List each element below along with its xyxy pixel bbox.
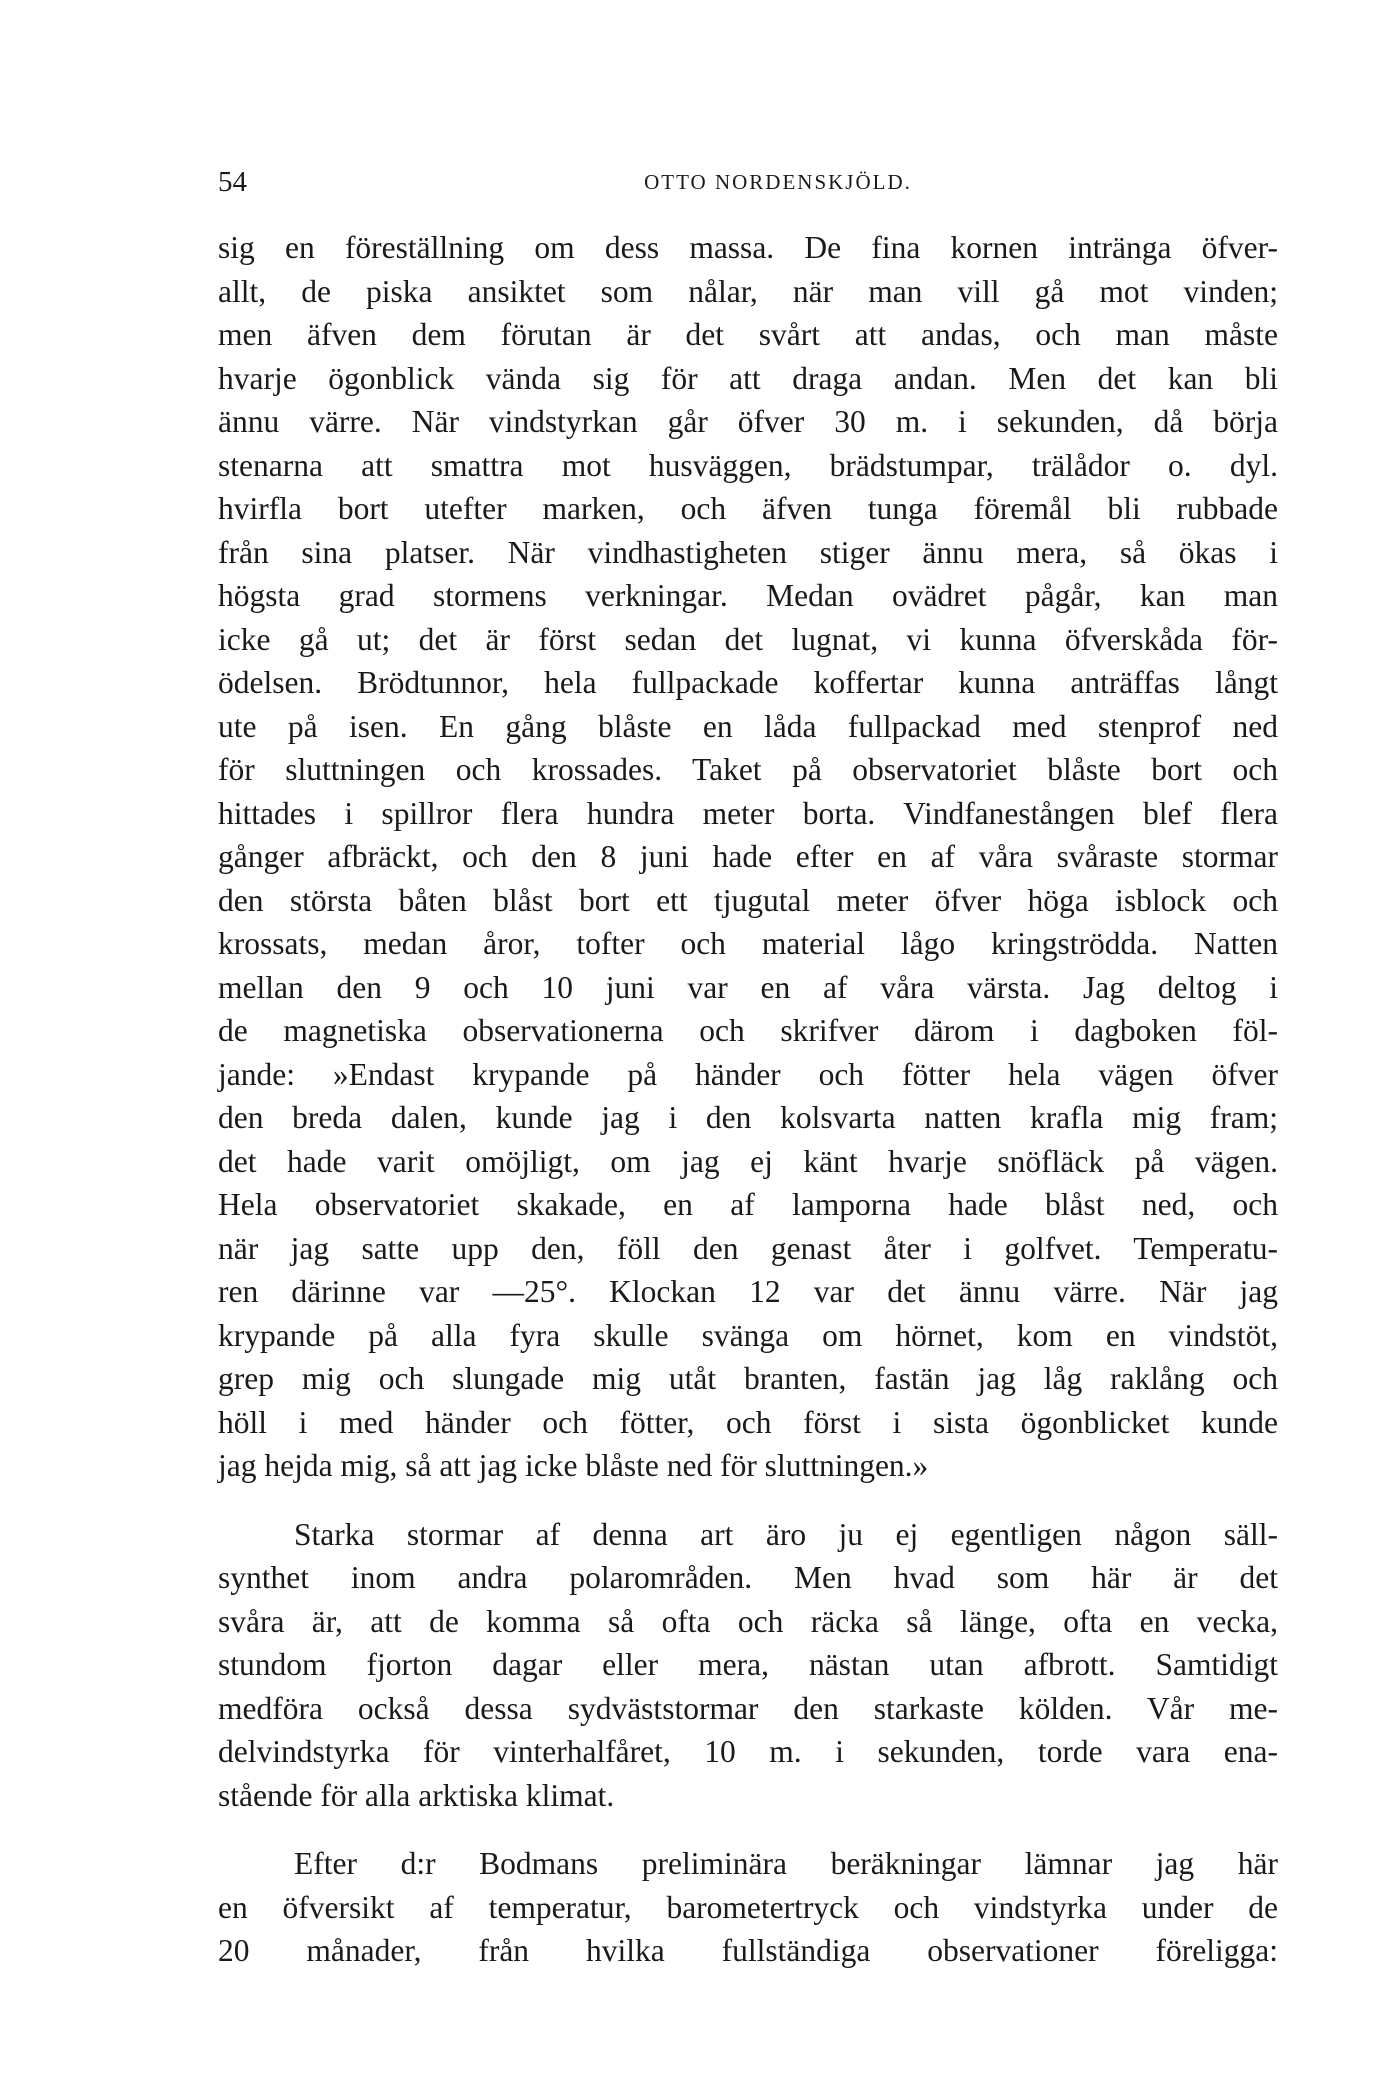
text-line: Starka stormar af denna art äro ju ej egentligen någon säll-	[294, 1516, 1278, 1552]
text-line: jande: »Endast krypande på händer och fötter hela vägen öfver	[218, 1056, 1278, 1092]
paragraph-3	[218, 1842, 1278, 1973]
text-line: en öfversikt af temperatur, barometertryck och vindstyrka under de	[218, 1889, 1278, 1925]
text-line: när jag satte upp den, föll den genast åter i golfvet. Temperatu-	[218, 1230, 1278, 1266]
text-line: det hade varit omöjligt, om jag ej känt hvarje snöfläck på vägen.	[218, 1143, 1278, 1179]
text-line: gånger afbräckt, och den 8 juni hade efter en af våra svåraste stormar	[218, 839, 1278, 874]
text-line: Efter d:r Bodmans preliminära beräkningar lämnar jag här	[294, 1846, 1278, 1881]
text-line: ute på isen. En gång blåste en låda fullpackad med stenprof ned	[218, 708, 1278, 744]
text-line: synthet inom andra polarområden. Men hvad som här är det	[218, 1560, 1278, 1595]
text-line: sig en föreställning om dess massa. De fina kornen intränga öfver-	[218, 230, 1278, 265]
text-line: ren därinne var —25°. Klockan 12 var det ännu värre. När jag	[218, 1274, 1278, 1309]
text-line: medföra också dessa sydväststormar den starkaste kölden. Vår me-	[218, 1690, 1278, 1726]
text-line: för sluttningen och krossades. Taket på observatoriet blåste bort och	[218, 752, 1278, 787]
body-text	[218, 226, 1278, 1973]
text-line: delvindstyrka för vinterhalfåret, 10 m. i sekunden, torde vara ena-	[218, 1734, 1278, 1769]
text-line: från sina platser. När vindhastigheten stiger ännu mera, så ökas i	[218, 534, 1278, 570]
text-line: Hela observatoriet skakade, en af lamporna hade blåst ned, och	[218, 1187, 1278, 1222]
text-line: icke gå ut; det är först sedan det lugnat, vi kunna öfverskåda för-	[218, 621, 1278, 657]
paragraph-1	[218, 226, 1278, 1488]
text-line: höll i med händer och fötter, och först i sista ögonblicket kunde	[218, 1404, 1278, 1440]
text-line: ännu värre. När vindstyrkan går öfver 30 m. i sekunden, då börja	[218, 404, 1278, 439]
text-line: hittades i spillror flera hundra meter borta. Vindfanestången blef flera	[218, 795, 1278, 831]
text-line: 20 månader, från hvilka fullständiga observationer föreligga:	[218, 1933, 1278, 1968]
page-header	[218, 162, 1278, 202]
text-line: de magnetiska observationerna och skrifver därom i dagboken föl-	[218, 1013, 1278, 1048]
text-line: grep mig och slungade mig utåt branten, fastän jag låg raklång och	[218, 1361, 1278, 1396]
text-line: stenarna att smattra mot husväggen, brädstumpar, trälådor o. dyl.	[218, 447, 1278, 483]
text-line: allt, de piska ansiktet som nålar, när man vill gå mot vinden;	[218, 273, 1278, 309]
text-line: ödelsen. Brödtunnor, hela fullpackade koffertar kunna anträffas långt	[218, 665, 1278, 700]
paragraph-2	[218, 1513, 1278, 1818]
text-line: men äfven dem förutan är det svårt att andas, och man måste	[218, 317, 1278, 352]
text-line: stundom fjorton dagar eller mera, nästan utan afbrott. Samtidigt	[218, 1647, 1278, 1682]
text-line: hvarje ögonblick vända sig för att draga andan. Men det kan bli	[218, 360, 1278, 396]
text-line: den största båten blåst bort ett tjugutal meter öfver höga isblock och	[218, 882, 1278, 918]
page-number: 54	[218, 166, 247, 198]
text-line: hvirfla bort utefter marken, och äfven tunga föremål bli rubbade	[218, 491, 1278, 526]
text-line: svåra är, att de komma så ofta och räcka så länge, ofta en vecka,	[218, 1603, 1278, 1639]
text-line: krossats, medan åror, tofter och material lågo kringströdda. Natten	[218, 926, 1278, 961]
text-line: den breda dalen, kunde jag i den kolsvarta natten krafla mig fram;	[218, 1100, 1278, 1135]
running-head: OTTO NORDENSKJÖLD.	[644, 170, 912, 194]
text-line: stående för alla arktiska klimat.	[218, 1777, 615, 1813]
text-line: mellan den 9 och 10 juni var en af våra värsta. Jag deltog i	[218, 969, 1278, 1005]
text-line: krypande på alla fyra skulle svänga om hörnet, kom en vindstöt,	[218, 1317, 1278, 1353]
text-line: högsta grad stormens verkningar. Medan ovädret pågår, kan man	[218, 578, 1278, 613]
text-line: jag hejda mig, så att jag icke blåste ned för sluttningen.»	[218, 1448, 929, 1483]
